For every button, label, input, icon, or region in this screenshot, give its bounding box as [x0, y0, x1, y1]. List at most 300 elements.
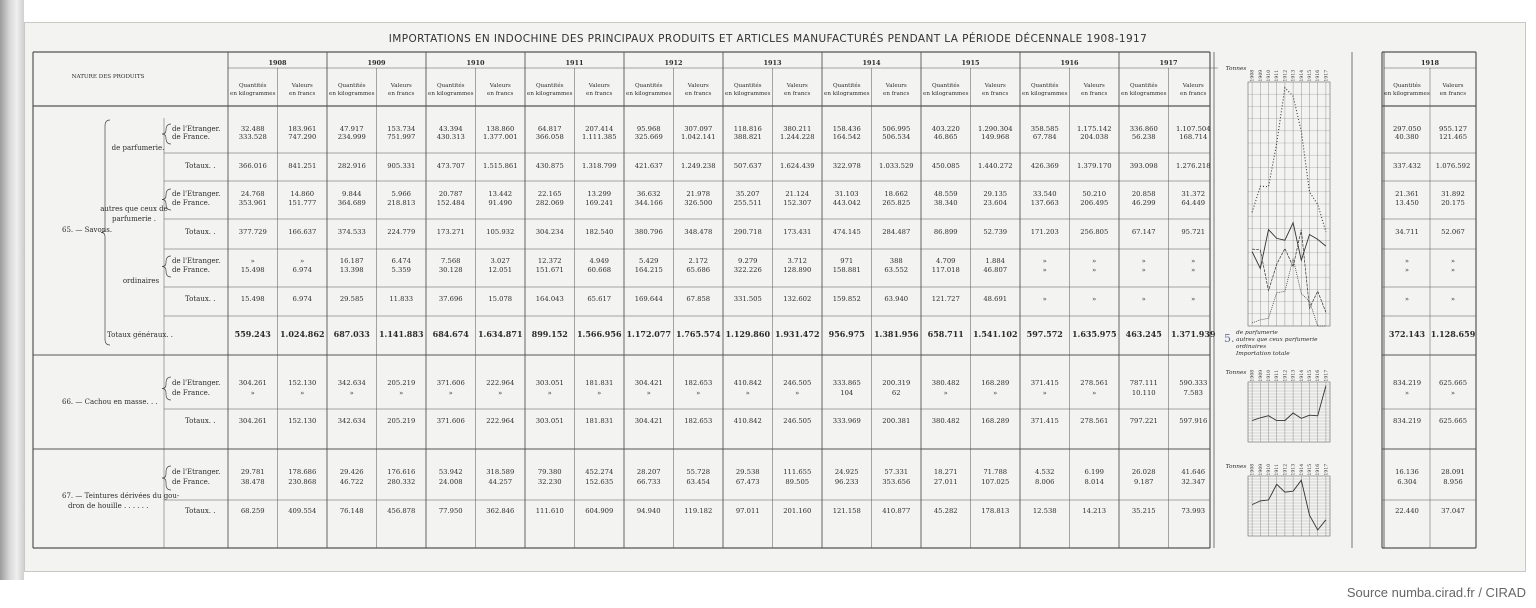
total-cell: 331.505 — [733, 295, 762, 303]
qty-header: Quantités — [1129, 83, 1158, 89]
val-header: Valeurs — [588, 83, 610, 89]
value-cell: 6.304 — [1397, 478, 1417, 486]
grand-total-cell: 658.711 — [927, 329, 964, 339]
qty-header: Quantités — [1393, 83, 1421, 89]
qty-header: en kilogrammes — [230, 91, 276, 97]
value-cell: 158.436 — [832, 125, 861, 133]
label-totaux: Totaux. . — [185, 162, 216, 170]
value-cell: 333.528 — [238, 133, 267, 141]
val-header: Valeurs — [1442, 83, 1464, 89]
total-cell: 409.554 — [288, 507, 317, 515]
value-cell: 353.656 — [882, 478, 911, 486]
label-totaux: Totaux. . — [185, 417, 216, 425]
total-cell: 173.431 — [783, 228, 812, 236]
grand-total-cell: 559.243 — [234, 329, 271, 339]
value-cell: 364.689 — [337, 199, 366, 207]
val-header: Valeurs — [390, 83, 412, 89]
value-cell: 96.233 — [834, 478, 859, 486]
total-cell: 304.234 — [535, 228, 564, 236]
value-cell: 29.426 — [339, 468, 364, 476]
value-cell: » — [1450, 266, 1456, 274]
chart-savons-year-label: 1908 — [1250, 69, 1256, 82]
grand-total-cell: 463.245 — [1125, 329, 1162, 339]
year-header-1912: 1912 — [664, 59, 683, 67]
value-cell: 152.635 — [585, 478, 614, 486]
value-cell: » — [1450, 257, 1456, 265]
chart-savons-year-label: 1915 — [1308, 69, 1313, 82]
chart-savons-year-label: 1909 — [1258, 69, 1264, 82]
chart-teintures-year-label: 1914 — [1299, 463, 1305, 476]
total-cell: 224.779 — [387, 228, 416, 236]
value-cell: 265.825 — [882, 199, 911, 207]
value-cell: 65.686 — [686, 266, 711, 274]
chart-cachou-year-label: 1916 — [1316, 369, 1322, 382]
total-cell: 374.533 — [337, 228, 366, 236]
total-cell: 6.974 — [292, 295, 312, 303]
value-cell: 36.632 — [636, 190, 661, 198]
total-cell: 303.051 — [535, 417, 564, 425]
total-cell: » — [1450, 295, 1456, 303]
value-cell: 18.271 — [933, 468, 958, 476]
value-cell: 326.500 — [684, 199, 713, 207]
value-cell: 388.821 — [733, 133, 762, 141]
year-header-1908: 1908 — [268, 59, 287, 67]
value-cell: 20.858 — [1131, 190, 1156, 198]
chart-cachou-year-label: 1913 — [1291, 369, 1297, 382]
value-cell: 35.207 — [735, 190, 760, 198]
value-cell: » — [547, 389, 552, 397]
value-cell: 56.238 — [1131, 133, 1156, 141]
total-cell: 1.624.439 — [779, 162, 815, 170]
value-cell: 164.215 — [634, 266, 663, 274]
total-cell: 159.852 — [832, 295, 861, 303]
label-france: de France. — [172, 389, 211, 397]
value-cell: 371.606 — [436, 379, 465, 387]
total-cell: 121.727 — [931, 295, 960, 303]
value-cell: 218.813 — [387, 199, 416, 207]
total-cell: 171.203 — [1030, 228, 1059, 236]
value-cell: 353.961 — [238, 199, 267, 207]
qty-header: en kilogrammes — [527, 91, 573, 97]
label-totaux: Totaux. . — [185, 507, 216, 515]
year-header-1909: 1909 — [367, 59, 386, 67]
value-cell: 205.219 — [387, 379, 416, 387]
value-cell: 28.207 — [636, 468, 661, 476]
value-cell: 31.892 — [1441, 190, 1465, 198]
page-title: IMPORTATIONS EN INDOCHINE DES PRINCIPAUX PRODUITS ET ARTICLES MANUFACTURÉS PENDANT LA PÉRIODE DÉCENNALE 1908-1917 — [388, 33, 1148, 45]
total-cell: 410.877 — [882, 507, 911, 515]
label-ordinaires: ordinaires — [122, 277, 160, 285]
value-cell: 138.860 — [486, 125, 515, 133]
chart-teintures-year-label: 1910 — [1267, 463, 1272, 476]
value-cell: 6.974 — [292, 266, 312, 274]
grand-total-cell: 687.033 — [333, 329, 370, 339]
value-cell: 62 — [891, 389, 901, 397]
value-cell: 9.279 — [738, 257, 758, 265]
total-cell: 1.033.529 — [878, 162, 914, 170]
total-cell: 95.721 — [1181, 228, 1206, 236]
chart-cachou-year-label: 1917 — [1324, 369, 1330, 382]
grand-total-cell: 1.128.659 — [1430, 329, 1476, 339]
total-cell: 430.875 — [535, 162, 564, 170]
value-cell: 38.478 — [240, 478, 265, 486]
value-cell: 8.006 — [1035, 478, 1055, 486]
total-cell: 169.644 — [634, 295, 663, 303]
label-etranger: de l'Etranger. — [172, 190, 221, 198]
value-cell: 15.498 — [240, 266, 265, 274]
grand-total-cell: 1.172.077 — [626, 329, 672, 339]
value-cell: 63.552 — [884, 266, 909, 274]
qty-header: Quantités — [337, 83, 366, 89]
grand-total-cell: 1.371.939 — [1170, 329, 1216, 339]
qty-header: Quantités — [931, 83, 960, 89]
total-cell: 380.796 — [634, 228, 663, 236]
grand-total-cell: 1.635.975 — [1071, 329, 1117, 339]
chart-savons-legend: Importation totale — [1236, 351, 1290, 357]
label-totaux-generaux: Totaux généraux. . — [107, 331, 173, 339]
value-cell: 13.398 — [339, 266, 364, 274]
total-cell: 73.993 — [1181, 507, 1206, 515]
total-cell: 333.969 — [832, 417, 861, 425]
value-cell: 21.361 — [1395, 190, 1419, 198]
value-cell: 12.372 — [537, 257, 562, 265]
value-cell: 5.429 — [639, 257, 659, 265]
value-cell: 48.559 — [933, 190, 958, 198]
value-cell: 46.865 — [933, 133, 958, 141]
total-cell: 366.016 — [238, 162, 267, 170]
value-cell: 104 — [840, 389, 854, 397]
total-cell: 797.221 — [1129, 417, 1158, 425]
total-cell: 597.916 — [1179, 417, 1208, 425]
value-cell: 380.211 — [783, 125, 812, 133]
value-cell: 16.136 — [1395, 468, 1419, 476]
total-cell: 22.440 — [1395, 507, 1419, 515]
value-cell: 60.668 — [587, 266, 612, 274]
value-cell: 44.257 — [488, 478, 513, 486]
value-cell: 46.807 — [983, 266, 1008, 274]
val-header: Valeurs — [786, 83, 808, 89]
label-etranger: de l'Etranger. — [172, 125, 221, 133]
total-cell: 371.606 — [436, 417, 465, 425]
year-header-1917: 1917 — [1159, 59, 1178, 67]
qty-header: en kilogrammes — [1121, 91, 1167, 97]
value-cell: 4.532 — [1035, 468, 1055, 476]
total-cell: 1.440.272 — [977, 162, 1013, 170]
total-cell: 63.940 — [884, 295, 909, 303]
value-cell: 91.490 — [488, 199, 513, 207]
chart-cachou-unit: Tonnes — [1225, 370, 1247, 376]
val-header: en francs — [982, 91, 1009, 97]
chart-teintures-year-label: 1911 — [1275, 463, 1281, 476]
total-cell: » — [1042, 295, 1047, 303]
val-header: Valeurs — [1182, 83, 1204, 89]
total-cell: 164.043 — [535, 295, 564, 303]
total-cell: 426.369 — [1030, 162, 1059, 170]
value-cell: 158.881 — [832, 266, 861, 274]
grand-total-cell: 1.634.871 — [477, 329, 523, 339]
chart-teintures-line — [1252, 480, 1326, 530]
total-cell: 77.950 — [438, 507, 463, 515]
brace — [162, 256, 171, 277]
value-cell: 304.261 — [238, 379, 267, 387]
chart-cachou-year-label: 1911 — [1275, 369, 1281, 382]
total-cell: 29.585 — [339, 295, 364, 303]
value-cell: » — [1191, 257, 1196, 265]
chart-savons-year-label: 1910 — [1267, 69, 1272, 82]
total-cell: 304.261 — [238, 417, 267, 425]
chart-teintures-year-label: 1912 — [1283, 463, 1289, 476]
qty-header: Quantités — [832, 83, 861, 89]
value-cell: 506.995 — [882, 125, 911, 133]
total-cell: 1.276.218 — [1175, 162, 1211, 170]
value-cell: 64.817 — [537, 125, 562, 133]
value-cell: 590.333 — [1179, 379, 1208, 387]
total-cell: 15.498 — [240, 295, 265, 303]
handwritten-annotation: 5. — [1224, 332, 1235, 345]
label-etranger: de l'Etranger. — [172, 257, 221, 265]
value-cell: 1.290.304 — [977, 125, 1013, 133]
chart-savons-legend: de parfumerie — [1236, 330, 1278, 336]
total-cell: 905.331 — [387, 162, 416, 170]
brace — [162, 377, 171, 400]
value-cell: 53.942 — [438, 468, 463, 476]
value-cell: 152.307 — [783, 199, 812, 207]
value-cell: 230.868 — [288, 478, 317, 486]
label-teintures: 67. — Teintures dérivées du gou- — [62, 492, 180, 500]
chart-savons-autres — [1252, 230, 1326, 313]
chart-teintures-unit: Tonnes — [1225, 464, 1247, 470]
label-autres: autres que ceux de — [100, 205, 168, 213]
total-cell: 362.846 — [486, 507, 515, 515]
value-cell: 46.722 — [339, 478, 364, 486]
total-cell: 48.691 — [983, 295, 1008, 303]
total-cell: 507.637 — [733, 162, 762, 170]
value-cell: 6.199 — [1084, 468, 1104, 476]
val-header: Valeurs — [1083, 83, 1105, 89]
chart-cachou-year-label: 1915 — [1308, 369, 1313, 382]
value-cell: » — [1141, 257, 1146, 265]
total-cell: 67.147 — [1131, 228, 1156, 236]
value-cell: 971 — [840, 257, 854, 265]
total-cell: 15.078 — [488, 295, 513, 303]
total-cell: 168.289 — [981, 417, 1010, 425]
grand-total-cell: 1.931.472 — [774, 329, 820, 339]
qty-header: en kilogrammes — [626, 91, 672, 97]
value-cell: » — [745, 389, 750, 397]
total-cell: 278.561 — [1080, 417, 1109, 425]
label-france: de France. — [172, 478, 211, 486]
value-cell: 13.450 — [1395, 199, 1419, 207]
value-cell: 342.634 — [337, 379, 366, 387]
value-cell: 57.331 — [884, 468, 909, 476]
chart-savons-year-label: 1917 — [1324, 69, 1330, 82]
value-cell: 222.964 — [486, 379, 515, 387]
val-header: en francs — [1180, 91, 1207, 97]
total-cell: 1.379.170 — [1076, 162, 1112, 170]
total-cell: 304.421 — [634, 417, 663, 425]
value-cell: » — [597, 389, 602, 397]
value-cell: 21.124 — [785, 190, 810, 198]
value-cell: 121.465 — [1438, 133, 1468, 141]
value-cell: 79.380 — [537, 468, 562, 476]
value-cell: » — [1141, 266, 1146, 274]
chart-teintures-year-label: 1915 — [1308, 463, 1313, 476]
total-cell: 45.282 — [933, 507, 958, 515]
total-cell: 450.085 — [931, 162, 960, 170]
val-header: en francs — [487, 91, 514, 97]
value-cell: 95.968 — [636, 125, 661, 133]
total-cell: 181.831 — [585, 417, 614, 425]
chart-cachou-year-label: 1914 — [1299, 369, 1305, 382]
total-cell: 421.637 — [634, 162, 663, 170]
value-cell: 23.604 — [983, 199, 1008, 207]
value-cell: 3.027 — [490, 257, 510, 265]
value-cell: 118.816 — [733, 125, 762, 133]
chart-savons-year-label: 1916 — [1316, 69, 1322, 82]
value-cell: 1.042.141 — [680, 133, 716, 141]
total-cell: 256.805 — [1080, 228, 1109, 236]
total-cell: 86.899 — [933, 228, 958, 236]
grand-total-cell: 684.674 — [432, 329, 469, 339]
value-cell: 26.028 — [1131, 468, 1156, 476]
chart-savons-year-label: 1911 — [1275, 69, 1281, 82]
value-cell: 111.655 — [783, 468, 812, 476]
total-cell: 200.381 — [882, 417, 911, 425]
total-cell: 35.215 — [1131, 507, 1156, 515]
value-cell: 751.997 — [387, 133, 416, 141]
value-cell: 64.449 — [1181, 199, 1206, 207]
total-cell: 456.878 — [387, 507, 416, 515]
value-cell: 12.051 — [488, 266, 513, 274]
year-header-1915: 1915 — [961, 59, 980, 67]
chart-savons-legend: autres que ceux parfumerie — [1236, 337, 1318, 343]
value-cell: 67.473 — [735, 478, 760, 486]
value-cell: 107.025 — [981, 478, 1010, 486]
value-cell: 10.110 — [1131, 389, 1156, 397]
value-cell: 388 — [889, 257, 903, 265]
year-header-1916: 1916 — [1060, 59, 1079, 67]
value-cell: 234.999 — [337, 133, 366, 141]
value-cell: 204.038 — [1080, 133, 1109, 141]
val-header: en francs — [1439, 91, 1467, 97]
value-cell: 2.172 — [688, 257, 708, 265]
value-cell: 24.768 — [240, 190, 265, 198]
value-cell: 29.781 — [240, 468, 265, 476]
year-header-1910: 1910 — [466, 59, 485, 67]
total-cell: 322.978 — [832, 162, 861, 170]
chart-cachou-year-label: 1909 — [1258, 369, 1264, 382]
value-cell: 29.135 — [983, 190, 1008, 198]
value-cell: 344.166 — [634, 199, 663, 207]
value-cell: » — [1092, 257, 1097, 265]
total-cell: 246.505 — [783, 417, 812, 425]
value-cell: 282.069 — [535, 199, 564, 207]
value-cell: 29.538 — [735, 468, 760, 476]
value-cell: 8.956 — [1443, 478, 1463, 486]
value-cell: » — [646, 389, 651, 397]
total-cell: 625.665 — [1438, 417, 1468, 425]
val-header: Valeurs — [984, 83, 1006, 89]
total-cell: 1.515.861 — [482, 162, 518, 170]
value-cell: 50.210 — [1082, 190, 1107, 198]
label-savons: 65. — Savons. — [62, 226, 113, 234]
total-cell: 119.182 — [684, 507, 713, 515]
val-header: en francs — [388, 91, 415, 97]
value-cell: 318.589 — [486, 468, 515, 476]
total-cell: 201.160 — [783, 507, 812, 515]
value-cell: » — [399, 389, 404, 397]
value-cell: 14.860 — [290, 190, 315, 198]
total-cell: » — [1404, 295, 1410, 303]
value-cell: 13.442 — [488, 190, 513, 198]
qty-header: en kilogrammes — [329, 91, 375, 97]
total-cell: 182.540 — [585, 228, 614, 236]
label-france: de France. — [172, 199, 211, 207]
value-cell: 28.091 — [1441, 468, 1465, 476]
value-cell: 625.665 — [1438, 379, 1468, 387]
label-france: de France. — [172, 133, 211, 141]
value-cell: 20.787 — [438, 190, 463, 198]
val-header: en francs — [685, 91, 712, 97]
total-cell: 205.219 — [387, 417, 416, 425]
value-cell: 333.865 — [832, 379, 861, 387]
value-cell: » — [1042, 266, 1047, 274]
value-cell: 9.844 — [342, 190, 362, 198]
total-cell: 290.718 — [733, 228, 762, 236]
value-cell: » — [250, 389, 255, 397]
value-cell: 46.299 — [1131, 199, 1156, 207]
chart-savons-ordinaires — [1252, 259, 1326, 327]
value-cell: 63.454 — [686, 478, 711, 486]
year-header-1913: 1913 — [763, 59, 782, 67]
grand-total-cell: 1.765.574 — [675, 329, 721, 339]
value-cell: 410.842 — [733, 379, 762, 387]
value-cell: 22.165 — [537, 190, 562, 198]
qty-header: Quantités — [1030, 83, 1059, 89]
value-cell: 169.241 — [585, 199, 614, 207]
value-cell: 151.777 — [288, 199, 317, 207]
value-cell: 30.128 — [438, 266, 463, 274]
value-cell: 366.058 — [535, 133, 564, 141]
value-cell: » — [1042, 257, 1047, 265]
value-cell: 200.319 — [882, 379, 911, 387]
value-cell: 55.728 — [686, 468, 711, 476]
total-cell: 12.538 — [1032, 507, 1057, 515]
value-cell: » — [1092, 389, 1097, 397]
total-cell: » — [1092, 295, 1097, 303]
chart-savons-year-label: 1912 — [1283, 69, 1289, 82]
value-cell: 336.860 — [1129, 125, 1158, 133]
value-cell: 47.917 — [339, 125, 364, 133]
value-cell: 153.734 — [387, 125, 416, 133]
total-cell: 473.707 — [436, 162, 465, 170]
chart-teintures-year-label: 1909 — [1258, 463, 1264, 476]
chart-savons-legend: ordinaires — [1236, 344, 1267, 350]
total-cell: 178.813 — [981, 507, 1010, 515]
value-cell: 380.482 — [931, 379, 960, 387]
val-header: Valeurs — [291, 83, 313, 89]
total-cell: 76.148 — [339, 507, 364, 515]
grand-total-cell: 1.024.862 — [279, 329, 325, 339]
total-cell: 14.213 — [1082, 507, 1107, 515]
value-cell: 43.394 — [438, 125, 463, 133]
value-cell: 443.042 — [832, 199, 861, 207]
value-cell: 31.103 — [834, 190, 859, 198]
total-cell: 11.833 — [389, 295, 414, 303]
value-cell: 32.347 — [1181, 478, 1206, 486]
chart-teintures-year-label: 1917 — [1324, 463, 1330, 476]
chart-teintures-year-label: 1916 — [1316, 463, 1322, 476]
